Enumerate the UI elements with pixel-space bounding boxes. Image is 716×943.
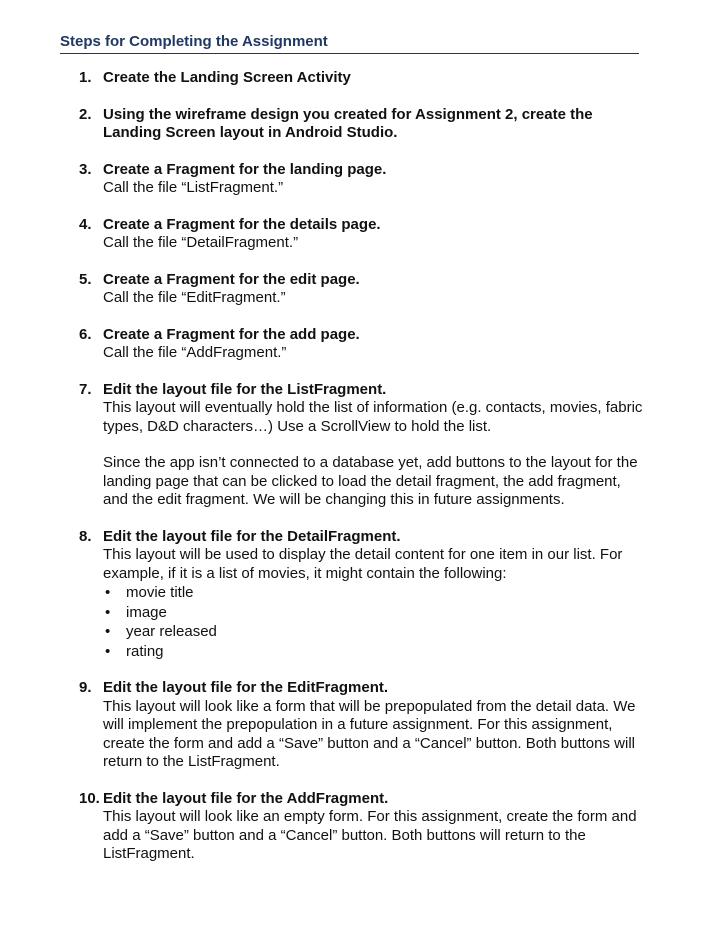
step-title: Edit the layout file for the DetailFragment. xyxy=(103,527,401,545)
step-5 xyxy=(79,271,649,308)
step-10 xyxy=(79,790,649,864)
step-8 xyxy=(79,528,649,662)
step-number: 10. xyxy=(79,789,100,807)
step-body: Call the file “EditFragment.” xyxy=(103,289,286,306)
step-title: Edit the layout file for the ListFragment. xyxy=(103,380,387,398)
step-number: 2. xyxy=(79,105,92,123)
spacer xyxy=(79,198,649,216)
step-number: 7. xyxy=(79,380,92,398)
step-number: 4. xyxy=(79,215,92,233)
step-title: Edit the layout file for the AddFragment. xyxy=(103,789,389,807)
step-number: 6. xyxy=(79,325,92,343)
spacer xyxy=(79,661,649,679)
spacer xyxy=(79,253,649,271)
step-body-continued: Since the app isn’t connected to a database yet, add buttons to the layout for the landing page that can be clicked to load the detail fragment, the add fragment, and the edit fragment. We will be changing this in future assignments. xyxy=(103,454,638,508)
step-body: Call the file “DetailFragment.” xyxy=(103,234,299,251)
bullet-item: • movie title xyxy=(103,583,649,603)
step-number: 1. xyxy=(79,69,92,86)
step-title: Create the Landing Screen Activity xyxy=(103,69,351,86)
bullet-item: • year released xyxy=(103,622,649,642)
bullet-list xyxy=(103,583,649,661)
step-7 xyxy=(79,381,649,510)
step-body: This layout will look like a form that will be prepopulated from the detail data. We will implement the prepopulation in a future assignment. For this assignment, create the form and add a “Save” button and a “Cancel” button. Both buttons will return to the ListFragment. xyxy=(103,697,636,770)
step-body: This layout will look like an empty form. For this assignment, create the form and add a “Save” button and a “Cancel” button. Both buttons will return to the ListFragment. xyxy=(103,808,637,862)
step-title: Create a Fragment for the details page. xyxy=(103,215,381,233)
spacer xyxy=(79,510,649,528)
step-body: This layout will be used to display the detail content for one item in our list. For example, if it is a list of movies, it might contain the following: xyxy=(103,546,623,582)
step-title: Edit the layout file for the EditFragment. xyxy=(103,679,389,696)
bullet-item: • rating xyxy=(103,642,649,662)
step-4 xyxy=(79,216,649,253)
spacer xyxy=(79,772,649,790)
section-heading: Steps for Completing the Assignment xyxy=(60,33,639,54)
step-title: Create a Fragment for the landing page. xyxy=(103,160,387,178)
step-body: Call the file “ListFragment.” xyxy=(103,179,284,196)
step-2 xyxy=(79,106,649,143)
step-number: 3. xyxy=(79,160,92,178)
step-3 xyxy=(79,161,649,198)
step-number: 9. xyxy=(79,679,92,696)
step-1 xyxy=(79,69,649,88)
spacer xyxy=(103,436,649,454)
spacer xyxy=(79,308,649,326)
step-title: Using the wireframe design you created for Assignment 2, create the Landing Screen layout in Android Studio. xyxy=(103,105,593,141)
step-title: Create a Fragment for the add page. xyxy=(103,325,360,343)
step-9 xyxy=(79,679,649,772)
spacer xyxy=(79,88,649,106)
spacer xyxy=(79,363,649,381)
bullet-item: • image xyxy=(103,603,649,623)
step-title: Create a Fragment for the edit page. xyxy=(103,270,360,288)
step-number: 5. xyxy=(79,270,92,288)
spacer xyxy=(79,143,649,161)
step-body: This layout will eventually hold the list of information (e.g. contacts, movies, fabric types, D&D characters…) Use a ScrollView to hold the list. xyxy=(103,399,643,435)
steps-list xyxy=(79,69,649,864)
step-body: Call the file “AddFragment.” xyxy=(103,344,287,361)
step-number: 8. xyxy=(79,527,92,545)
step-6 xyxy=(79,326,649,363)
